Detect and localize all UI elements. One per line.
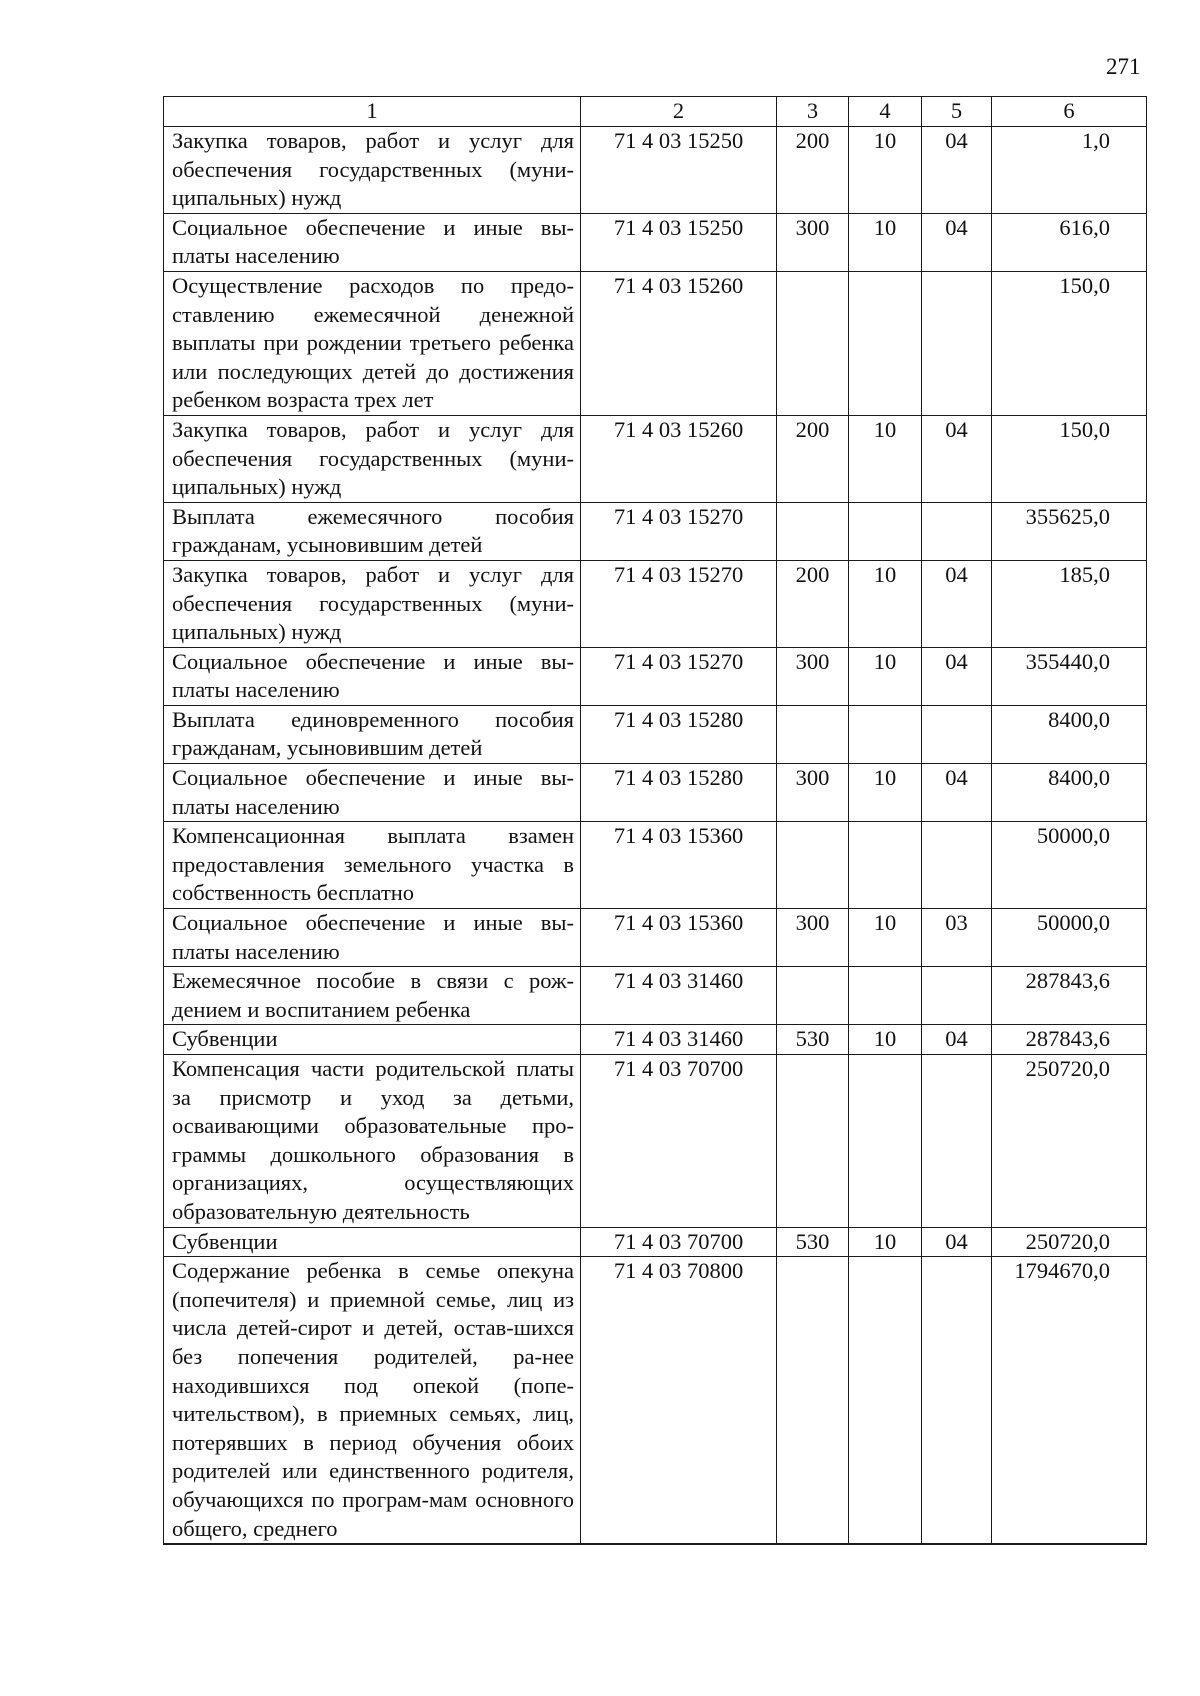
- row-code: 71 4 03 70700: [581, 1227, 777, 1257]
- row-col4: [849, 705, 922, 763]
- table-row: [164, 647, 1147, 705]
- row-code: 71 4 03 15280: [581, 764, 777, 822]
- row-col4: 10: [849, 415, 922, 502]
- row-code: 71 4 03 15270: [581, 502, 777, 560]
- row-name: Закупка товаров, работ и услуг для обеспечения государственных (муни-ципальных) нужд: [164, 127, 581, 214]
- budget-table: [163, 96, 1147, 1545]
- row-col4: 10: [849, 213, 922, 271]
- row-code: 71 4 03 15250: [581, 213, 777, 271]
- page-number: 271: [1106, 54, 1141, 79]
- row-col5: [922, 822, 992, 909]
- row-col3: 200: [777, 415, 849, 502]
- row-col5: 04: [922, 764, 992, 822]
- column-header: 3: [777, 97, 849, 127]
- row-amount: 1,0: [992, 127, 1147, 214]
- row-col5: [922, 1055, 992, 1228]
- row-code: 71 4 03 15360: [581, 822, 777, 909]
- row-col4: [849, 271, 922, 415]
- row-col4: [849, 502, 922, 560]
- row-col4: 10: [849, 1227, 922, 1257]
- row-col4: 10: [849, 560, 922, 647]
- row-col3: [777, 271, 849, 415]
- column-header: 2: [581, 97, 777, 127]
- row-name: Компенсационная выплата взамен предоставления земельного участка в собственность бесплатно: [164, 822, 581, 909]
- row-code: 71 4 03 15250: [581, 127, 777, 214]
- row-col5: 04: [922, 213, 992, 271]
- row-col3: 300: [777, 213, 849, 271]
- row-col3: 300: [777, 909, 849, 967]
- row-col4: 10: [849, 764, 922, 822]
- row-amount: 355440,0: [992, 647, 1147, 705]
- row-name: Выплата единовременного пособия гражданам, усыновившим детей: [164, 705, 581, 763]
- table-row: [164, 502, 1147, 560]
- row-col4: [849, 967, 922, 1025]
- row-name: Выплата ежемесячного пособия гражданам, усыновившим детей: [164, 502, 581, 560]
- row-col3: 300: [777, 647, 849, 705]
- row-col3: [777, 705, 849, 763]
- table-row: [164, 560, 1147, 647]
- row-col5: 04: [922, 1227, 992, 1257]
- row-col5: 04: [922, 560, 992, 647]
- table-row: [164, 127, 1147, 214]
- row-code: 71 4 03 31460: [581, 1025, 777, 1055]
- row-code: 71 4 03 15280: [581, 705, 777, 763]
- row-col5: [922, 1257, 992, 1544]
- row-col3: [777, 822, 849, 909]
- row-amount: 1794670,0: [992, 1257, 1147, 1544]
- row-col3: [777, 502, 849, 560]
- row-amount: 150,0: [992, 415, 1147, 502]
- row-col5: [922, 271, 992, 415]
- row-name: Закупка товаров, работ и услуг для обеспечения государственных (муни-ципальных) нужд: [164, 560, 581, 647]
- row-col3: 300: [777, 764, 849, 822]
- row-col3: [777, 1257, 849, 1544]
- table-row: [164, 213, 1147, 271]
- table-row: [164, 1055, 1147, 1228]
- row-name: Субвенции: [164, 1227, 581, 1257]
- row-col4: 10: [849, 647, 922, 705]
- row-code: 71 4 03 15260: [581, 415, 777, 502]
- row-name: Закупка товаров, работ и услуг для обеспечения государственных (муни-ципальных) нужд: [164, 415, 581, 502]
- row-col5: [922, 967, 992, 1025]
- column-header: 6: [992, 97, 1147, 127]
- row-amount: 287843,6: [992, 1025, 1147, 1055]
- row-name: Социальное обеспечение и иные вы-платы населению: [164, 764, 581, 822]
- row-amount: 8400,0: [992, 705, 1147, 763]
- table-row: [164, 1257, 1147, 1544]
- row-name: Социальное обеспечение и иные вы-платы населению: [164, 213, 581, 271]
- row-col5: 04: [922, 647, 992, 705]
- row-amount: 150,0: [992, 271, 1147, 415]
- row-amount: 355625,0: [992, 502, 1147, 560]
- row-col4: [849, 822, 922, 909]
- table-row: [164, 1025, 1147, 1055]
- row-name: Социальное обеспечение и иные вы-платы населению: [164, 647, 581, 705]
- row-col5: 04: [922, 127, 992, 214]
- row-amount: 50000,0: [992, 822, 1147, 909]
- row-name: Осуществление расходов по предо-ставлению ежемесячной денежной выплаты при рождении третьего ребенка или последующих детей до достижения ребенком возраста трех лет: [164, 271, 581, 415]
- row-name: Ежемесячное пособие в связи с рож-дением и воспитанием ребенка: [164, 967, 581, 1025]
- column-header: 1: [164, 97, 581, 127]
- row-code: 71 4 03 15260: [581, 271, 777, 415]
- table-row: [164, 1227, 1147, 1257]
- column-header: 5: [922, 97, 992, 127]
- row-name: Компенсация части родительской платы за присмотр и уход за детьми, осваивающими образовательные про-граммы дошкольного образования в организациях, осуществляющих образовательную деятельность: [164, 1055, 581, 1228]
- row-amount: 287843,6: [992, 967, 1147, 1025]
- row-amount: 250720,0: [992, 1055, 1147, 1228]
- row-amount: 250720,0: [992, 1227, 1147, 1257]
- row-col3: [777, 1055, 849, 1228]
- row-amount: 185,0: [992, 560, 1147, 647]
- column-header: 4: [849, 97, 922, 127]
- table-row: [164, 967, 1147, 1025]
- table-header-row: [164, 97, 1147, 127]
- table-row: [164, 271, 1147, 415]
- row-name: Субвенции: [164, 1025, 581, 1055]
- row-col4: 10: [849, 1025, 922, 1055]
- row-col3: 530: [777, 1227, 849, 1257]
- row-amount: 616,0: [992, 213, 1147, 271]
- row-col3: 530: [777, 1025, 849, 1055]
- row-amount: 8400,0: [992, 764, 1147, 822]
- row-col3: [777, 967, 849, 1025]
- row-col4: 10: [849, 909, 922, 967]
- row-col3: 200: [777, 560, 849, 647]
- row-col5: 04: [922, 415, 992, 502]
- row-amount: 50000,0: [992, 909, 1147, 967]
- row-col5: [922, 502, 992, 560]
- row-code: 71 4 03 15270: [581, 560, 777, 647]
- row-name: Социальное обеспечение и иные вы-платы населению: [164, 909, 581, 967]
- row-col4: [849, 1257, 922, 1544]
- table-row: [164, 909, 1147, 967]
- row-col5: 04: [922, 1025, 992, 1055]
- row-code: 71 4 03 70800: [581, 1257, 777, 1544]
- row-col3: 200: [777, 127, 849, 214]
- row-code: 71 4 03 70700: [581, 1055, 777, 1228]
- row-col5: 03: [922, 909, 992, 967]
- table-row: [164, 415, 1147, 502]
- row-code: 71 4 03 15360: [581, 909, 777, 967]
- row-code: 71 4 03 31460: [581, 967, 777, 1025]
- row-col4: [849, 1055, 922, 1228]
- row-name: Содержание ребенка в семье опекуна (попечителя) и приемной семье, лиц из числа детей-сирот и детей, остав-шихся без попечения родителей, ра-нее находившихся под опекой (попе-чительством), в приемных семьях, лиц, потерявших в период обучения обоих родителей или единственного родителя, обучающихся по програм-мам основного общего, среднего: [164, 1257, 581, 1544]
- row-col5: [922, 705, 992, 763]
- table-row: [164, 822, 1147, 909]
- table-row: [164, 764, 1147, 822]
- table-row: [164, 705, 1147, 763]
- row-code: 71 4 03 15270: [581, 647, 777, 705]
- row-col4: 10: [849, 127, 922, 214]
